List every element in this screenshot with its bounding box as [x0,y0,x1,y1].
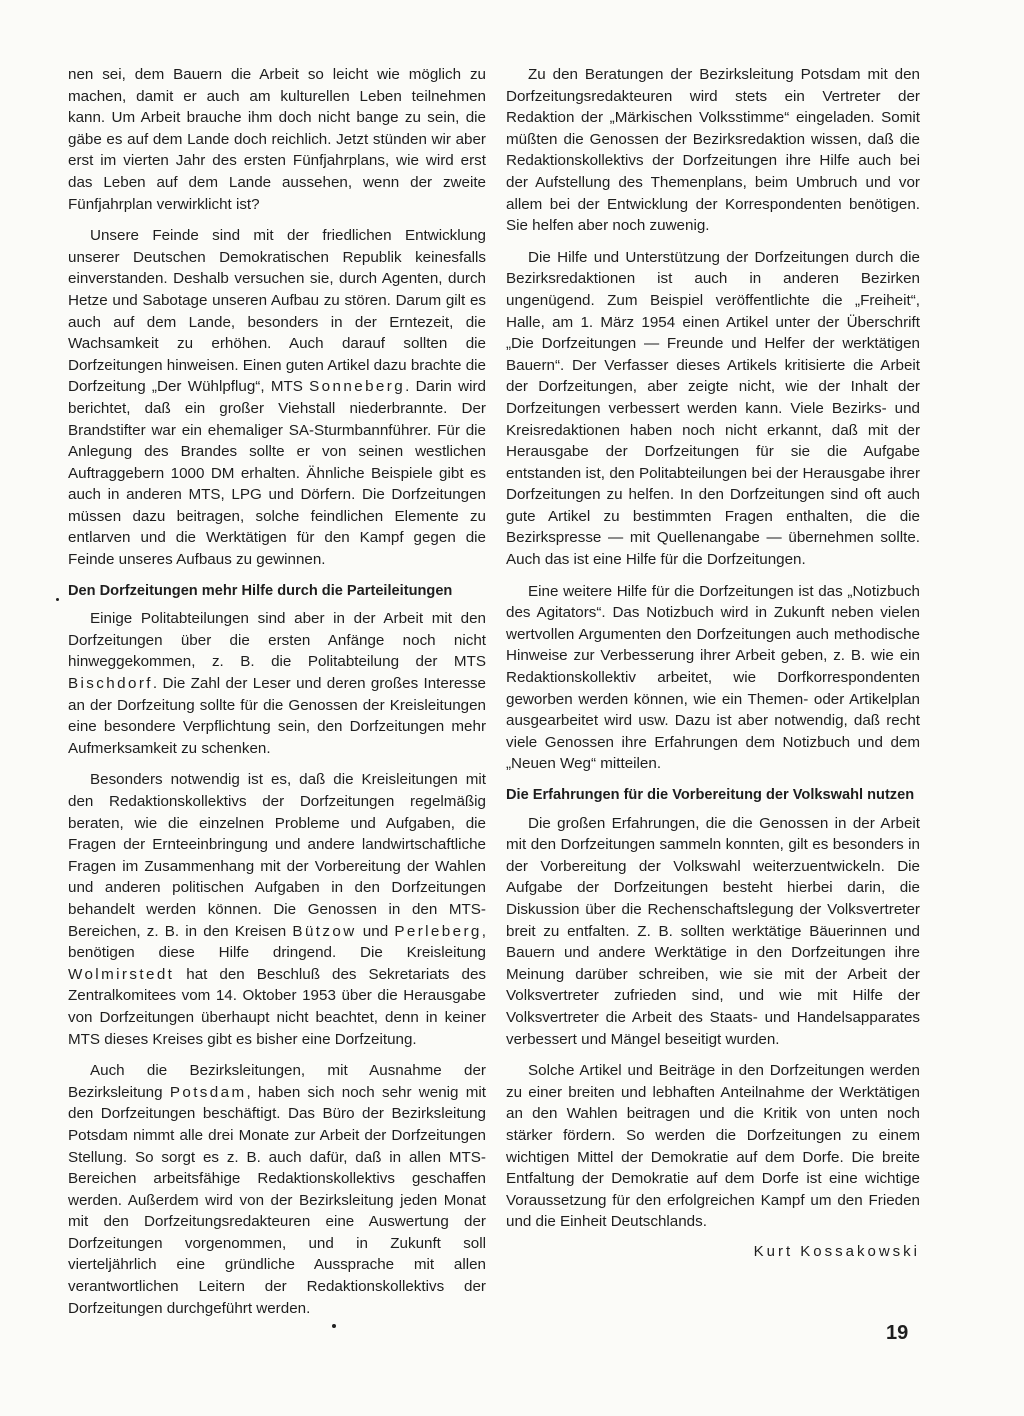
place-name: Bützow [292,922,357,940]
paragraph: nen sei, dem Bauern die Arbeit so leicht wie möglich zu machen, damit er auch am kulturellen Leben teilnehmen kann. Um Arbeit brauche ihm doch nicht bange zu sein, die gäbe es auf dem Lande doch reichlich. Jetzt stünden wir aber erst im vierten Jahr des ersten Fünfjahrplans, wie wird erst das Leben auf dem Lande aussehen, wenn der zweite Fünfjahrplan verwirklicht ist? [68,66,486,213]
paragraph: Zu den Beratungen der Bezirksleitung Potsdam mit den Dorfzeitungsredakteuren wird stets ein Vertreter der Redaktion der „Märkischen Volksstimme“ eingeladen. Somit müßten die Genossen der Bezirksredaktion wissen, daß die Redaktionskollektivs der Dorfzeitungen ihre Hilfe auch bei der Aufstellung des Themenplans, beim Umbruch und vor allem bei der Entwicklung der Korrespondenten benötigen. Sie helfen aber noch zuwenig. [506,66,920,235]
right-column [506,64,920,1260]
print-speck [56,598,59,601]
place-name: Perleberg [394,922,482,940]
paragraph: Die Hilfe und Unterstützung der Dorfzeitungen durch die Bezirksredaktionen ist auch in anderen Bezirken ungenügend. Zum Beispiel veröffentlichte die „Freiheit“, Halle, am 1. März 1954 einen Artikel unter der Überschrift „Die Dorfzeitungen — Freunde und Helfer der werktätigen Bauern“. Der Verfasser dieses Artikels kritisierte die Arbeit der Dorfzeitungen, aber zeigte nicht, wie der Inhalt der Dorfzeitungen verbessert werden kann. Viele Bezirks- und Kreisredaktionen haben noch nicht erkannt, daß mit der Herausgabe der Dorfzeitungen für sie die Aufgabe entstanden ist, den Politabteilungen bei der Herausgabe ihrer Dorfzeitungen zu helfen. In den Dorfzeitungen sind oft auch gute Artikel zu bestimmten Fragen enthalten, die die Bezirkspresse — mit Quellenangabe — übernehmen sollte. Auch das ist eine Hilfe für die Dorfzeitungen. [506,248,920,569]
place-name: Bischdorf [68,675,153,693]
author-signature: Kurt Kossakowski [753,1242,920,1260]
paragraph: Eine weitere Hilfe für die Dorfzeitungen ist das „Notizbuch des Agitators“. Das Notizbuch wird in Zukunft neben vielen wertvollen Argumenten den Dorfzeitungen auch methodische Hinweise zur Verbesserung ihrer Arbeit geben, z. B. wie ein Redaktionskollektiv arbeitet, wie Dorfkorrespondenten geworben werden können, wie ein Themen- oder Artikelplan ausgearbeitet wird usw. Dazu ist aber notwendig, daß recht viele Genossen ihre Erfahrungen dem Notizbuch und dem „Neuen Weg“ mitteilen. [506,582,920,773]
paragraph: Die großen Erfahrungen, die die Genossen in der Arbeit mit den Dorfzeitungen sammeln konnten, gilt es besonders in der Vorbereitung der Volkswahl weiterzuentwickeln. Die Aufgabe der Dorfzeitungen besteht hierbei darin, die Diskussion über die Rechenschaftslegung der Volksvertreter breit zu entfalten. Z. B. sollten werktätige Bäuerinnen und Bauern und andere Werktätige in den Dorfzeitungen ihre Meinung darüber schreiben, wie sie mit der Arbeit der Volksvertreter zufrieden sind, und wie mit Hilfe der Volksvertreter die Arbeit des Staats- und Handelsapparates verbessert und Mängel beseitigt wurden. [506,814,920,1048]
left-column [68,64,486,1329]
place-name: Wolmirstedt [68,965,175,983]
page-number: 19 [886,1322,909,1344]
paragraph: Besonders notwendig ist es, daß die Kreisleitungen mit den Redaktionskollektivs der Dorfzeitungen regelmäßig beraten, wie die einzelnen Probleme und Aufgaben, die Fragen der Ernteeinbringung und andere landwirtschaftliche Fragen im Zusammenhang mit der Vorbereitung der Wahlen und anderen politischen Aufgaben in den Dorfzeitungen behandelt werden können. Die Genossen in den MTS-Bereichen, z. B. in den Kreisen Bützow und Perleberg, benötigen diese Hilfe dringend. Die Kreisleitung Wolmirstedt hat den Beschluß des Sekretariats des Zentralkomitees vom 14. Oktober 1953 über die Herausgabe von Dorfzeitungen überhaupt nicht beachtet, denn in keiner MTS dieses Kreises gibt es bisher eine Dorfzeitung. [68,771,486,1048]
section-heading: Die Erfahrungen für die Vorbereitung der Volkswahl nutzen [506,787,915,803]
paragraph: Einige Politabteilungen sind aber in der Arbeit mit den Dorfzeitungen über die ersten Anfänge noch nicht hinweggekommen, z. B. die Politabteilung der MTS Bischdorf. Die Zahl der Leser und deren großes Interesse an der Dorfzeitung sollte für die Genossen der Kreisleitungen eine besondere Verpflichtung sein, den Dorfzeitungen mehr Aufmerksamkeit zu schenken. [68,610,486,757]
paragraph: Auch die Bezirksleitungen, mit Ausnahme der Bezirksleitung Potsdam, haben sich noch sehr wenig mit den Dorfzeitungen beschäftigt. Das Büro der Bezirksleitung Potsdam nimmt alle drei Monate zur Arbeit der Dorfzeitungen Stellung. So sorgt es z. B. auch dafür, daß in allen MTS-Bereichen arbeitsfähige Redaktionskollektivs geschaffen werden. Außerdem wird von der Bezirksleitung jeden Monat mit den Dorfzeitungsredakteuren eine Auswertung der Dorfzeitungen vorgenommen, und in Zukunft soll vierteljährlich eine gründliche Aussprache mit allen verantwortlichen Leitern der Redaktionskollektivs der Dorfzeitungen durchgeführt werden. [68,1062,486,1317]
paragraph: Solche Artikel und Beiträge in den Dorfzeitungen werden zu einer breiten und lebhaften Anteilnahme der Werktätigen an den Wahlen beitragen und die Kritik von unten noch stärker fördern. So werden die Dorfzeitungen zu einem wichtigen Mittel der Demokratie auf dem Dorfe. Die breite Entfaltung der Demokratie auf dem Dorfe ist eine wichtige Voraussetzung für den erfolgreichen Kampf um den Frieden und die Einheit Deutschlands. [506,1062,920,1231]
section-heading: Den Dorfzeitungen mehr Hilfe durch die Parteileitungen [68,582,453,599]
print-speck [332,1324,336,1328]
paragraph: Unsere Feinde sind mit der friedlichen Entwicklung unserer Deutschen Demokratischen Republik keinesfalls einverstanden. Deshalb versuchen sie, durch Agenten, durch Hetze und Sabotage unseren Aufbau zu stören. Darum gilt es auch auf dem Lande, besonders in der Erntezeit, die Wachsamkeit zu erhöhen. Auch darauf sollten die Dorfzeitungen hinweisen. Einen guten Artikel dazu brachte die Dorfzeitung „Der Wühlpflug“, MTS Sonneberg. Darin wird berichtet, daß ein großer Viehstall niederbrannte. Der Brandstifter war ein ehemaliger SA-Sturmbannführer. Für die Anlegung des Brandes sollte er von seinen westlichen Auftraggebern 1000 DM erhalten. Ähnliche Beispiele gibt es auch in anderen MTS, LPG und Dörfern. Die Dorfzeitungen müssen dazu beitragen, solche feindlichen Elemente zu entlarven und die Werktätigen für den Kampf gegen die Feinde unseres Aufbaus zu gewinnen. [68,227,486,569]
place-name: Potsdam [169,1083,247,1101]
place-name: Sonneberg [309,378,406,396]
